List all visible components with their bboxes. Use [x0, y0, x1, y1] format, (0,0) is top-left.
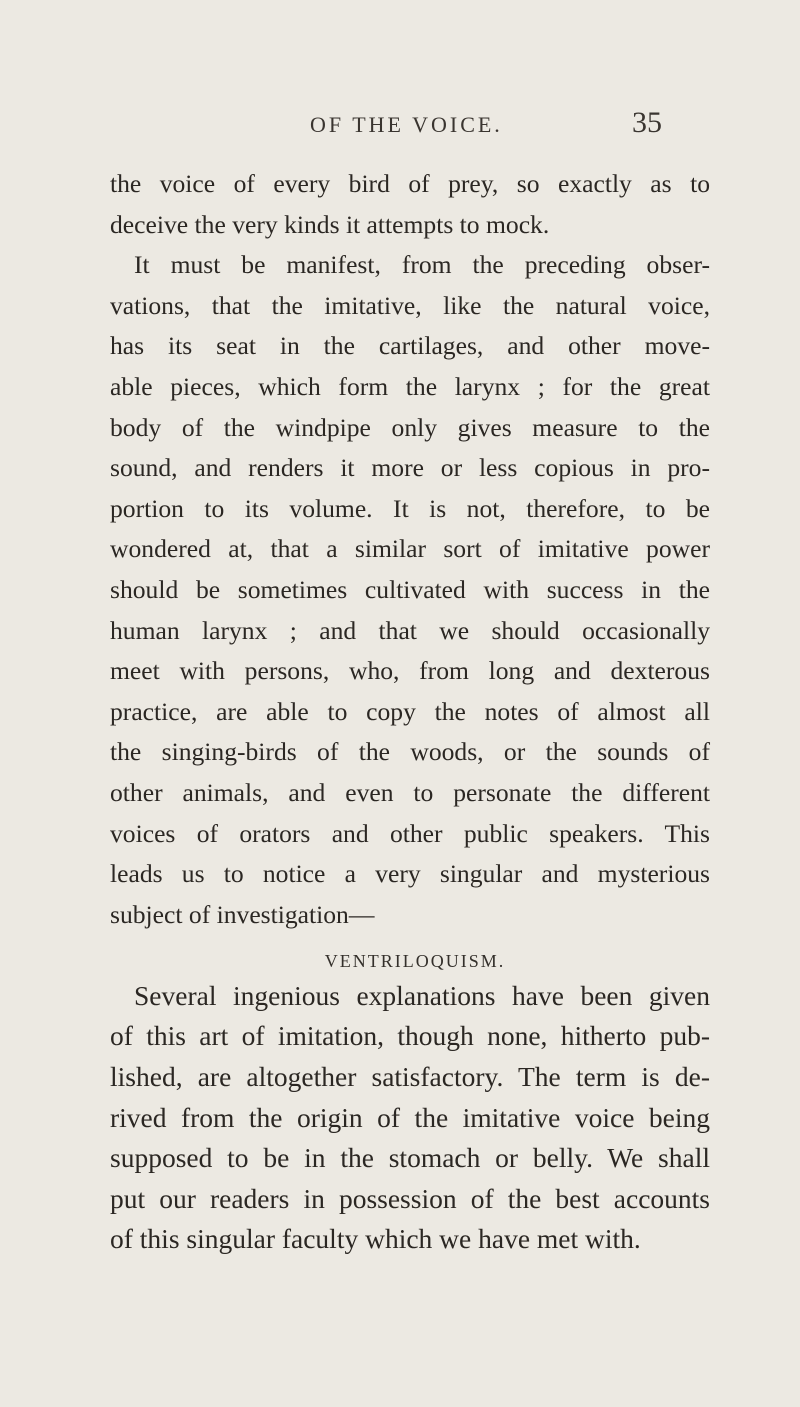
text-line: of this singular faculty which we have met with. [110, 1223, 641, 1255]
text-line: voices of orators and other public speakers. This [110, 818, 710, 848]
text-line: has its seat in the cartilages, and other move- [110, 331, 710, 361]
running-head [0, 106, 800, 152]
text-line: able pieces, which form the larynx ; for the great [110, 371, 710, 401]
text-line: portion to its volume. It is not, therefore, to be [110, 493, 710, 523]
paragraph-3 [110, 976, 710, 1260]
text-line: sound, and renders it more or less copious in pro- [110, 453, 710, 483]
text-line: lished, are altogether satisfactory. The term is de- [110, 1061, 710, 1093]
text-line: supposed to be in the stomach or belly. We shall [110, 1142, 710, 1174]
text-line: practice, are able to copy the notes of almost all [110, 696, 710, 726]
text-line: the singing-birds of the woods, or the sounds of [110, 737, 710, 767]
text-line: meet with persons, who, from long and dexterous [110, 656, 710, 686]
text-line: body of the windpipe only gives measure to the [110, 412, 710, 442]
text-line: vations, that the imitative, like the natural voice, [110, 290, 710, 320]
text-line: human larynx ; and that we should occasionally [110, 615, 710, 645]
page-number: 35 [632, 106, 662, 139]
text-line: deceive the very kinds it attempts to mock. [110, 209, 550, 239]
text-line: wondered at, that a similar sort of imitative power [110, 534, 710, 564]
text-line: subject of investigation— [110, 899, 375, 929]
paragraph-1 [110, 164, 710, 245]
text-line: should be sometimes cultivated with success in the [110, 574, 710, 604]
text-line: of this art of imitation, though none, hitherto pub- [110, 1020, 710, 1052]
text-line: other animals, and even to personate the different [110, 777, 710, 807]
text-line: Several ingenious explanations have been given [134, 979, 710, 1011]
text-line: the voice of every bird of prey, so exactly as to [110, 169, 710, 198]
text-line: rived from the origin of the imitative voice being [110, 1101, 710, 1133]
section-heading: VENTRILOQUISM. [324, 951, 506, 972]
paragraph-2 [110, 245, 710, 935]
text-line: leads us to notice a very singular and mysterious [110, 859, 710, 889]
body-text [110, 164, 710, 1260]
text-line: put our readers in possession of the best accounts [110, 1182, 710, 1214]
running-title: OF THE VOICE. [310, 112, 503, 137]
text-line: It must be manifest, from the preceding obser- [134, 250, 710, 280]
